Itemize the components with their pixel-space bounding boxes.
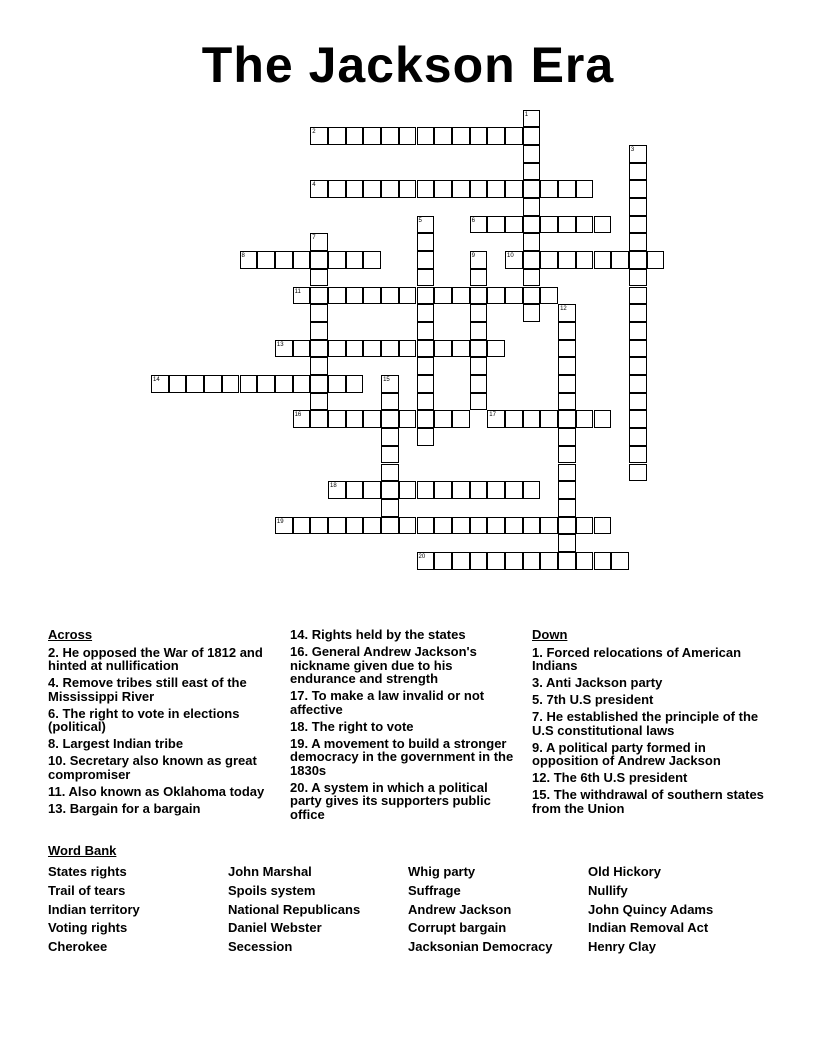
clue-number: 19 (276, 518, 284, 525)
grid-cell[interactable] (452, 340, 470, 358)
clue-number: 9 (471, 253, 475, 260)
grid-cell[interactable] (540, 517, 558, 535)
grid-cell[interactable] (594, 410, 612, 428)
grid-cell[interactable] (399, 287, 417, 305)
clue-across-20: 20. A system in which a political party gives its supporters public office (290, 779, 491, 822)
grid-cell[interactable] (293, 340, 311, 358)
grid-cell[interactable] (558, 517, 576, 535)
grid-cell[interactable] (540, 251, 558, 269)
grid-cell[interactable] (540, 410, 558, 428)
grid-cell[interactable] (558, 552, 576, 570)
clue-number: 4 (312, 182, 316, 189)
grid-cell[interactable] (346, 517, 364, 535)
grid-cell[interactable] (576, 552, 594, 570)
grid-cell[interactable] (505, 216, 523, 234)
grid-cell[interactable] (505, 180, 523, 198)
clue-across-17: 17. To make a law invalid or not affective (290, 688, 485, 717)
grid-cell[interactable] (310, 322, 328, 340)
grid-cell[interactable] (399, 517, 417, 535)
word-bank-item: Old Hickory (588, 864, 661, 879)
grid-cell[interactable] (417, 410, 435, 428)
grid-cell[interactable] (275, 251, 293, 269)
grid-cell[interactable] (576, 180, 594, 198)
grid-cell[interactable] (470, 357, 488, 375)
grid-cell[interactable] (629, 269, 647, 287)
grid-cell[interactable] (523, 180, 541, 198)
grid-cell[interactable] (487, 340, 505, 358)
grid-cell[interactable] (558, 375, 576, 393)
grid-cell[interactable] (629, 393, 647, 411)
grid-cell[interactable] (328, 410, 346, 428)
grid-cell[interactable] (523, 233, 541, 251)
grid-cell[interactable] (594, 216, 612, 234)
grid-cell[interactable] (434, 127, 452, 145)
grid-cell[interactable] (363, 340, 381, 358)
grid-cell[interactable] (629, 216, 647, 234)
word-bank-item: Secession (228, 939, 293, 955)
clue-number: 14 (153, 377, 160, 383)
grid-cell[interactable] (310, 357, 328, 375)
grid-cell[interactable] (381, 428, 399, 446)
grid-cell[interactable] (576, 517, 594, 535)
grid-cell[interactable] (470, 340, 488, 358)
grid-cell[interactable] (399, 410, 417, 428)
grid-cell[interactable] (523, 304, 541, 322)
grid-cell[interactable] (417, 127, 435, 145)
grid-cell[interactable] (629, 304, 647, 322)
grid-cell[interactable] (558, 464, 576, 482)
word-bank-col-2 (228, 863, 360, 957)
grid-cell[interactable] (470, 517, 488, 535)
grid-cell[interactable] (470, 304, 488, 322)
clue-number: 10 (507, 253, 514, 260)
grid-cell[interactable] (381, 517, 399, 535)
clue-number: 13 (276, 341, 284, 348)
word-bank-col-3 (408, 863, 553, 957)
grid-cell[interactable] (381, 393, 399, 411)
grid-cell[interactable] (452, 180, 470, 198)
clue-number: 3 (630, 146, 635, 153)
grid-cell[interactable] (452, 287, 470, 305)
clue-number: 20 (418, 554, 426, 560)
clue-across-16: 16. General Andrew Jackson's nickname given due to his endurance and strength (290, 644, 477, 686)
grid-cell[interactable] (346, 340, 364, 358)
grid-cell[interactable] (328, 340, 346, 358)
word-bank-col-4 (588, 863, 713, 957)
grid-cell[interactable] (417, 481, 435, 499)
grid-cell[interactable] (381, 340, 399, 358)
grid-cell[interactable] (523, 251, 541, 269)
clue-across-4: 4. Remove tribes still east of the Mississippi River (48, 675, 247, 704)
grid-cell[interactable] (417, 393, 435, 411)
grid-cell[interactable] (523, 216, 541, 234)
grid-cell[interactable] (434, 410, 452, 428)
grid-cell[interactable] (417, 233, 435, 251)
grid-cell[interactable] (310, 269, 328, 287)
grid-cell[interactable] (310, 517, 328, 535)
grid-cell[interactable] (558, 357, 576, 375)
clue-across-2: 2. He opposed the War of 1812 and hinted at nullification (48, 644, 263, 673)
grid-cell[interactable] (452, 517, 470, 535)
grid-cell[interactable] (629, 428, 647, 446)
grid-cell[interactable] (523, 127, 541, 145)
across-heading: Across (48, 627, 93, 642)
grid-cell[interactable] (381, 446, 399, 464)
grid-cell[interactable] (487, 481, 505, 499)
grid-cell[interactable] (346, 287, 364, 305)
across-clues-col2 (290, 628, 518, 825)
grid-cell[interactable] (417, 304, 435, 322)
grid-cell[interactable] (417, 428, 435, 446)
grid-cell[interactable] (558, 216, 576, 234)
grid-cell[interactable] (257, 375, 275, 393)
clue-across-19: 19. A movement to build a stronger democracy in the government in the 1830s (290, 735, 514, 778)
grid-cell[interactable] (328, 127, 346, 145)
grid-cell[interactable] (505, 287, 523, 305)
grid-cell[interactable] (594, 552, 612, 570)
clue-across-6: 6. The right to vote in elections (political) (48, 705, 240, 734)
grid-cell[interactable] (558, 340, 576, 358)
word-bank-item: Indian territory (48, 901, 140, 917)
grid-cell[interactable] (487, 216, 505, 234)
across-clues-col1 (48, 628, 288, 819)
grid-cell[interactable] (363, 517, 381, 535)
word-bank-item: Corrupt bargain (408, 920, 507, 936)
grid-cell[interactable] (629, 180, 647, 198)
grid-cell[interactable] (523, 269, 541, 287)
grid-cell[interactable] (417, 340, 435, 358)
grid-cell[interactable] (647, 251, 665, 269)
clue-across-8: 8. Largest Indian tribe (48, 736, 184, 751)
grid-cell[interactable] (346, 375, 364, 393)
grid-cell[interactable] (399, 127, 417, 145)
grid-cell[interactable] (505, 481, 523, 499)
grid-cell[interactable] (558, 251, 576, 269)
grid-cell[interactable] (293, 517, 311, 535)
grid-cell[interactable] (540, 552, 558, 570)
grid-cell[interactable] (629, 322, 647, 340)
grid-cell[interactable] (523, 198, 541, 216)
grid-cell[interactable] (523, 145, 541, 163)
clue-number: 6 (471, 217, 475, 224)
grid-cell[interactable] (399, 340, 417, 358)
word-bank-item: States rights (48, 864, 127, 879)
grid-cell[interactable] (328, 251, 346, 269)
clue-number: 8 (241, 253, 245, 260)
down-clues (532, 628, 768, 819)
grid-cell[interactable] (487, 180, 505, 198)
grid-cell[interactable] (558, 499, 576, 517)
grid-cell[interactable] (611, 251, 629, 269)
word-bank-item: Jacksonian Democracy (408, 939, 553, 955)
word-bank-item: Spoils system (228, 882, 316, 898)
grid-cell[interactable] (470, 127, 488, 145)
grid-cell[interactable] (293, 251, 311, 269)
grid-cell[interactable] (558, 534, 576, 552)
grid-cell[interactable] (310, 410, 328, 428)
grid-cell[interactable] (310, 251, 328, 269)
grid-cell[interactable] (257, 251, 275, 269)
grid-cell[interactable] (452, 552, 470, 570)
clue-down-5: 5. 7th U.S president (532, 692, 654, 707)
page-title: The Jackson Era (201, 37, 615, 93)
clue-number: 2 (312, 129, 316, 136)
clue-down-9: 9. A political party formed in opposition of Andrew Jackson (532, 739, 721, 768)
grid-cell[interactable] (346, 410, 364, 428)
grid-cell[interactable] (452, 127, 470, 145)
grid-cell[interactable] (470, 322, 488, 340)
grid-cell[interactable] (381, 464, 399, 482)
clue-number: 11 (294, 288, 301, 295)
grid-cell[interactable] (576, 251, 594, 269)
grid-cell[interactable] (399, 481, 417, 499)
grid-cell[interactable] (558, 322, 576, 340)
grid-cell[interactable] (328, 517, 346, 535)
grid-cell[interactable] (417, 357, 435, 375)
word-bank-heading: Word Bank (48, 843, 117, 858)
word-bank-col-1 (48, 863, 140, 957)
grid-cell[interactable] (594, 251, 612, 269)
grid-cell[interactable] (417, 375, 435, 393)
clue-number: 1 (524, 111, 529, 118)
clue-number: 18 (330, 483, 337, 490)
grid-cell[interactable] (310, 340, 328, 358)
grid-cell[interactable] (346, 251, 364, 269)
word-bank-item: Whig party (408, 864, 476, 879)
grid-cell[interactable] (629, 198, 647, 216)
grid-cell[interactable] (328, 180, 346, 198)
grid-cell[interactable] (523, 517, 541, 535)
grid-cell[interactable] (629, 233, 647, 251)
grid-cell[interactable] (346, 127, 364, 145)
grid-cell[interactable] (328, 375, 346, 393)
grid-cell[interactable] (576, 410, 594, 428)
grid-cell[interactable] (558, 481, 576, 499)
grid-cell[interactable] (434, 340, 452, 358)
word-bank-item: Nullify (588, 882, 628, 898)
word-bank-item: Daniel Webster (228, 920, 322, 936)
grid-cell[interactable] (470, 481, 488, 499)
grid-cell[interactable] (558, 428, 576, 446)
clue-down-15: 15. The withdrawal of southern states from the Union (532, 787, 764, 816)
grid-cell[interactable] (558, 446, 576, 464)
grid-cell[interactable] (417, 322, 435, 340)
grid-cell[interactable] (470, 375, 488, 393)
grid-cell[interactable] (505, 410, 523, 428)
grid-cell[interactable] (381, 180, 399, 198)
grid-cell[interactable] (434, 481, 452, 499)
grid-cell[interactable] (381, 287, 399, 305)
grid-cell[interactable] (629, 340, 647, 358)
down-heading: Down (532, 627, 568, 642)
grid-cell[interactable] (346, 180, 364, 198)
grid-cell[interactable] (417, 251, 435, 269)
grid-cell[interactable] (629, 251, 647, 269)
grid-cell[interactable] (487, 127, 505, 145)
grid-cell[interactable] (310, 393, 328, 411)
grid-cell[interactable] (576, 216, 594, 234)
grid-cell[interactable] (629, 446, 647, 464)
grid-cell[interactable] (346, 481, 364, 499)
grid-cell[interactable] (540, 287, 558, 305)
grid-cell[interactable] (523, 552, 541, 570)
grid-cell[interactable] (381, 127, 399, 145)
clue-number: 16 (294, 412, 302, 419)
grid-cell[interactable] (505, 127, 523, 145)
grid-cell[interactable] (523, 163, 541, 181)
word-bank-item: Suffrage (408, 882, 461, 898)
grid-cell[interactable] (204, 375, 222, 393)
grid-cell[interactable] (558, 180, 576, 198)
grid-cell[interactable] (293, 375, 311, 393)
word-bank-item: John Quincy Adams (588, 901, 714, 917)
word-bank-item: Voting rights (48, 920, 128, 936)
grid-cell[interactable] (381, 410, 399, 428)
grid-cell[interactable] (381, 481, 399, 499)
grid-cell[interactable] (470, 180, 488, 198)
grid-cell[interactable] (363, 127, 381, 145)
grid-cell[interactable] (558, 410, 576, 428)
grid-cell[interactable] (363, 410, 381, 428)
grid-cell[interactable] (381, 499, 399, 517)
grid-cell[interactable] (505, 552, 523, 570)
clue-number: 12 (560, 306, 567, 313)
grid-cell[interactable] (505, 517, 523, 535)
grid-cell[interactable] (417, 287, 435, 305)
clue-across-13: 13. Bargain for a bargain (48, 800, 201, 816)
word-bank-item: Indian Removal Act (588, 920, 709, 936)
grid-cell[interactable] (275, 375, 293, 393)
grid-cell[interactable] (399, 180, 417, 198)
grid-cell[interactable] (417, 180, 435, 198)
grid-cell[interactable] (434, 552, 452, 570)
grid-cell[interactable] (523, 287, 541, 305)
word-bank-item: Cherokee (48, 939, 108, 955)
grid-cell[interactable] (558, 393, 576, 411)
grid-cell[interactable] (363, 251, 381, 269)
grid-cell[interactable] (540, 180, 558, 198)
grid-cell[interactable] (186, 375, 204, 393)
clue-across-18: 18. The right to vote (290, 718, 414, 734)
grid-cell[interactable] (523, 481, 541, 499)
grid-cell[interactable] (470, 287, 488, 305)
clue-number: 17 (489, 412, 496, 419)
clue-number: 15 (383, 377, 390, 383)
grid-cell[interactable] (310, 287, 328, 305)
grid-cell[interactable] (169, 375, 187, 393)
grid-cell[interactable] (310, 375, 328, 393)
grid-cell[interactable] (487, 552, 505, 570)
grid-cell[interactable] (363, 481, 381, 499)
grid-cell[interactable] (540, 216, 558, 234)
grid-cell[interactable] (629, 287, 647, 305)
grid-cell[interactable] (523, 410, 541, 428)
grid-cell[interactable] (452, 410, 470, 428)
grid-cell[interactable] (417, 517, 435, 535)
grid-cell[interactable] (629, 410, 647, 428)
grid-cell[interactable] (363, 180, 381, 198)
grid-cell[interactable] (222, 375, 240, 393)
clue-down-12: 12. The 6th U.S president (532, 770, 688, 785)
grid-cell[interactable] (470, 393, 488, 411)
grid-cell[interactable] (310, 304, 328, 322)
grid-cell[interactable] (594, 517, 612, 535)
grid-cell[interactable] (328, 287, 346, 305)
grid-cell[interactable] (487, 287, 505, 305)
grid-cell[interactable] (434, 180, 452, 198)
clue-across-11: 11. Also known as Oklahoma today (48, 783, 265, 799)
grid-cell[interactable] (470, 269, 488, 287)
word-bank-item: Henry Clay (588, 939, 656, 955)
grid-cell[interactable] (629, 163, 647, 181)
grid-cell[interactable] (240, 375, 258, 393)
clue-number: 7 (312, 235, 316, 242)
grid-cell[interactable] (629, 464, 647, 482)
grid-cell[interactable] (611, 552, 629, 570)
word-bank-item: Andrew Jackson (408, 901, 512, 917)
clue-down-3: 3. Anti Jackson party (532, 675, 663, 690)
grid-cell[interactable] (487, 517, 505, 535)
clue-across-14: 14. Rights held by the states (290, 627, 466, 642)
clue-down-7: 7. He established the principle of the U.S constitutional laws (532, 709, 759, 738)
clue-across-10: 10. Secretary also known as great compromiser (48, 753, 257, 782)
grid-cell[interactable] (363, 287, 381, 305)
word-bank-item: John Marshal (228, 864, 312, 879)
grid-cell[interactable] (470, 552, 488, 570)
grid-cell[interactable] (434, 287, 452, 305)
grid-cell[interactable] (434, 517, 452, 535)
word-bank-item: National Republicans (228, 901, 361, 917)
grid-cell[interactable] (629, 357, 647, 375)
grid-cell[interactable] (417, 269, 435, 287)
word-bank-item: Trail of tears (48, 882, 126, 898)
clue-number: 5 (418, 217, 422, 224)
grid-cell[interactable] (452, 481, 470, 499)
grid-cell[interactable] (629, 375, 647, 393)
clue-down-1: 1. Forced relocations of American Indians (532, 644, 742, 673)
